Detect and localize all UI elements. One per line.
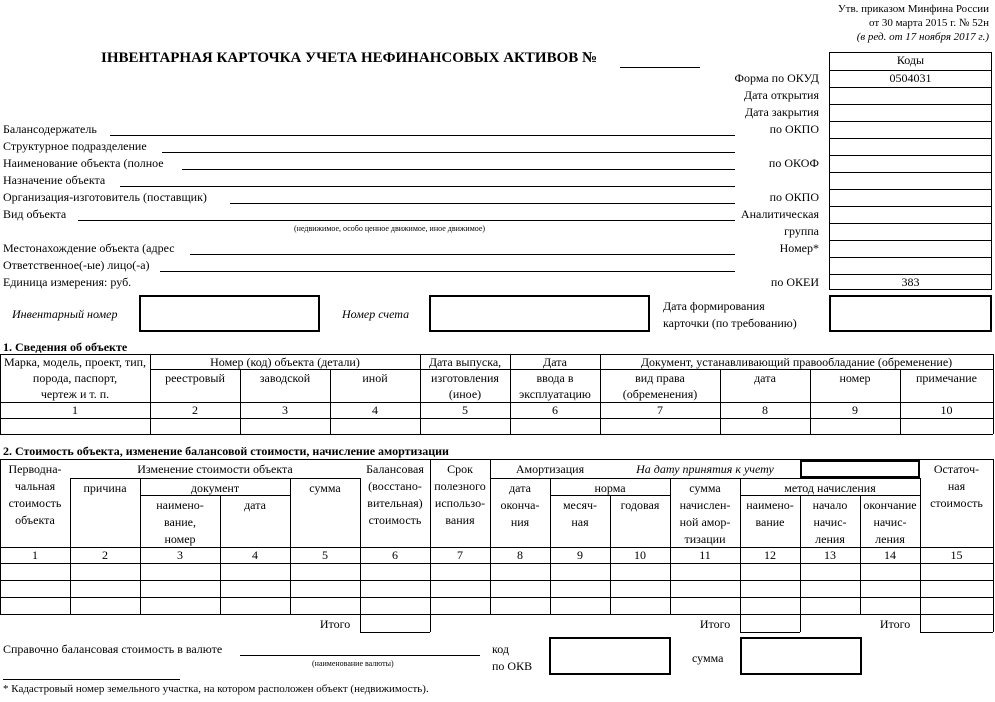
sec2-header-term: Срок: [447, 462, 473, 476]
holder-field[interactable]: [110, 135, 735, 136]
okud-value: 0504031: [889, 71, 932, 85]
sec2-col-number: 10: [634, 548, 646, 562]
sec1-header-release: Дата выпуска,: [428, 355, 502, 369]
sec1-header-number: Номер (код) объекта (детали): [210, 355, 360, 369]
sec2-header-document: документ: [190, 481, 240, 495]
okof-label: по ОКОФ: [768, 156, 819, 170]
sec2-header-annual: годовая: [620, 498, 660, 512]
sec2-total-line: [920, 614, 921, 632]
currency-hint: (наименование валюты): [312, 659, 394, 668]
sec1-header-num: номер: [839, 371, 871, 385]
sec1-col-number: 1: [72, 403, 78, 417]
sec2-col-number: 15: [950, 548, 963, 562]
sec1-header-date: дата: [754, 371, 776, 385]
sec2-header-term: вания: [445, 513, 475, 527]
sec2-total-line: [360, 614, 361, 632]
name-label: Наименование объекта (полное: [3, 156, 164, 170]
codes-row-line: [829, 189, 992, 190]
codes-row-line: [829, 274, 992, 275]
okei-value: 383: [901, 275, 920, 289]
sec2-col-line: [70, 478, 71, 615]
kind-field[interactable]: [78, 220, 735, 221]
sec2-header-enddate: ния: [510, 515, 530, 529]
sec2-header-docname: номер: [164, 532, 196, 546]
form-date-label-2: карточки (по требованию): [663, 316, 797, 330]
kind-label: Вид объекта: [3, 207, 67, 221]
sec1-header-right: (обременения): [622, 387, 698, 401]
analytic-label-2: группа: [784, 224, 819, 238]
sec2-col-number: 7: [457, 548, 463, 562]
sec2-header-residual: стоимость: [930, 496, 983, 510]
page-title: ІНВЕНТАРНАЯ КАРТОЧКА УЧЕТА НЕФИНАНСОВЫХ АКТИВОВ №: [101, 50, 598, 66]
codes-header: Коды: [896, 53, 925, 67]
sec1-col-number: 2: [192, 403, 198, 417]
sec1-header-factory: заводской: [259, 371, 311, 385]
codes-row-line: [829, 240, 992, 241]
sec2-header-sum: сумма: [309, 481, 341, 495]
sec2-header-mstart: начис-: [813, 515, 847, 529]
sec2-header-balance: стоимость: [368, 513, 422, 527]
sec2-header-docname: вание,: [163, 515, 196, 529]
sec2-header-accrued: начислен-: [679, 498, 731, 512]
sec1-col-number: 6: [552, 403, 558, 417]
okud-label: Форма по ОКУД: [734, 71, 819, 85]
sec2-subheader-line: [70, 478, 360, 479]
sec1-bottom-border: [0, 434, 993, 435]
sec2-header-residual: Остаточ-: [933, 462, 980, 476]
sec2-header-amort: Амортизация: [515, 462, 585, 476]
division-field[interactable]: [162, 152, 735, 153]
sec2-col-number: 4: [252, 548, 258, 562]
manufacturer-label: Организация-изготовитель (поставщик): [3, 190, 207, 204]
sec2-col-number: 2: [102, 548, 108, 562]
sec1-header-release: изготовления: [431, 371, 499, 385]
purpose-label: Назначение объекта: [3, 173, 106, 187]
sec1-col-number: 4: [372, 403, 378, 417]
manufacturer-field[interactable]: [230, 203, 735, 204]
sec2-header-initial: стоимость: [8, 496, 62, 510]
sec2-total-line: [920, 632, 993, 633]
sec1-col-number: 8: [762, 403, 768, 417]
sec2-header-mend: начис-: [873, 515, 907, 529]
sec2-header-accrued: тизации: [684, 532, 726, 546]
sec2-header-term: полезного: [434, 479, 486, 493]
approval-line-2: от 30 марта 2015 г. № 52н: [868, 17, 989, 29]
codes-row-line: [829, 172, 992, 173]
sec2-subheader-line: [490, 478, 920, 479]
sec2-header-accrued: сумма: [689, 481, 721, 495]
okei-label: по ОКЕИ: [770, 275, 819, 289]
section2-title: 2. Стоимость объекта, изменение балансовой стоимости, начисление амортизации: [3, 444, 449, 458]
sec2-col-line: [290, 478, 291, 615]
form-date-box[interactable]: [829, 295, 992, 332]
currency-field[interactable]: [240, 655, 480, 656]
sec1-header-brand: порода, паспорт,: [32, 371, 118, 385]
sec1-num-row-bottom: [0, 418, 993, 419]
sec1-header-release: (иное): [448, 387, 482, 401]
sec2-total-line: [993, 614, 994, 632]
responsible-label: Ответственное(-ые) лицо(-а): [3, 258, 150, 272]
analytic-label-1: Аналитическая: [740, 207, 819, 221]
number-label: Номер*: [779, 241, 819, 255]
sec2-col-number: 12: [764, 548, 776, 562]
sec1-col-number: 7: [657, 403, 663, 417]
sec2-header-initial: Перводна-: [8, 462, 62, 476]
sec2-header-mstart: начало: [812, 498, 848, 512]
sec2-total-line: [430, 614, 431, 632]
codes-row-line: [829, 206, 992, 207]
asof-date-box[interactable]: [800, 460, 920, 478]
okpo-label-2: по ОКПО: [769, 190, 819, 204]
sec2-header-monthly: месяч-: [562, 498, 598, 512]
footnote: * Кадастровый номер земельного участка, на котором расположен объект (недвижимость).: [3, 683, 429, 695]
sec2-header-mend: ления: [875, 532, 905, 546]
sec2-total-line: [360, 632, 430, 633]
sec2-col-number: 6: [392, 548, 398, 562]
name-field[interactable]: [182, 169, 735, 170]
sec2-row-line: [0, 614, 993, 615]
sec2-total-label: Итого: [319, 617, 351, 631]
division-label: Структурное подразделение: [3, 139, 147, 153]
sec1-header-commission: эксплуатацию: [519, 387, 591, 401]
section1-title: 1. Сведения об объекте: [3, 340, 128, 354]
sec2-total-label: Итого: [879, 617, 911, 631]
currency-sum-box[interactable]: [740, 637, 862, 675]
sec2-header-enddate: оконча-: [500, 498, 540, 512]
sec2-header-enddate: дата: [509, 481, 531, 495]
inv-number-label: Инвентарный номер: [12, 307, 118, 321]
sec1-header-right: вид права: [635, 371, 685, 385]
responsible-field[interactable]: [160, 271, 735, 272]
codes-row-line: [829, 155, 992, 156]
sec2-total-line: [800, 614, 801, 632]
sec2-header-monthly: ная: [571, 515, 589, 529]
codes-row-line: [829, 70, 992, 71]
sec1-header-note: примечание: [916, 371, 977, 385]
open-date-label: Дата открытия: [743, 88, 819, 102]
sec2-header-term: использо-: [434, 496, 486, 510]
sec2-header-initial: чальная: [14, 479, 56, 493]
form-date-label-1: Дата формирования: [663, 299, 765, 313]
sec1-header-reg: реестровый: [165, 371, 225, 385]
okpo-label-1: по ОКПО: [769, 122, 819, 136]
sec2-header-balance: вительная): [367, 496, 423, 510]
sec2-col-number: 14: [884, 548, 896, 562]
sec2-header-balance: (восстано-: [368, 479, 422, 493]
sec1-col-number: 3: [282, 403, 288, 417]
sec1-header-commission: Дата: [543, 355, 567, 369]
currency-label: Справочно балансовая стоимость в валюте: [3, 642, 223, 656]
sec2-col-number: 13: [824, 548, 836, 562]
sec2-header-norm: норма: [594, 481, 626, 495]
sec2-total-label: Итого: [699, 617, 731, 631]
sec2-header-initial: объекта: [15, 513, 55, 527]
footnote-divider: [3, 679, 180, 680]
sec1-header-other: иной: [362, 371, 388, 385]
sum-label: сумма: [692, 651, 724, 665]
sec2-col-number: 8: [517, 548, 523, 562]
account-number-box[interactable]: [429, 295, 650, 332]
sec1-col-number: 10: [940, 403, 953, 417]
kind-hint: (недвижимое, особо ценное движимое, иное движимое): [294, 224, 486, 233]
sec2-col-number: 3: [177, 548, 183, 562]
sec2-row-line: [0, 597, 993, 598]
codes-row-line: [829, 138, 992, 139]
codes-row-line: [829, 87, 992, 88]
sec1-header-brand: чертеж и т. п.: [40, 387, 110, 401]
unit-label: Единица измерения: руб.: [3, 275, 132, 289]
sec2-row-line: [0, 580, 993, 581]
sec2-col-number: 11: [699, 548, 711, 562]
sec2-header-accrued: ной амор-: [679, 515, 731, 529]
codes-row-line: [829, 121, 992, 122]
sec2-col-number: 9: [577, 548, 583, 562]
sec2-header-docdate: дата: [244, 498, 266, 512]
close-date-label: Дата закрытия: [744, 105, 819, 119]
title-number-field[interactable]: [620, 67, 700, 68]
codes-row-line: [829, 223, 992, 224]
purpose-field[interactable]: [120, 186, 735, 187]
holder-label: Балансодержатель: [3, 122, 97, 136]
sec2-header-residual: ная: [947, 479, 966, 493]
codes-row-line: [829, 104, 992, 105]
code-label-1: код: [492, 642, 509, 656]
sec2-header-mname: вание: [755, 515, 785, 529]
sec1-header-commission: ввода в: [536, 371, 574, 385]
sec2-header-asof: На дату принятия к учету: [636, 462, 774, 476]
sec2-header-mname: наимено-: [746, 498, 794, 512]
sec2-header-mstart: ления: [815, 532, 845, 546]
sec2-header-mend: окончание: [863, 498, 917, 512]
sec1-header-doc: Документ, устанавливающий правообладание (обременение): [640, 355, 953, 369]
approval-line-1: Утв. приказом Минфина России: [837, 3, 989, 15]
sec2-header-change: Изменение стоимости объекта: [137, 462, 293, 476]
location-field[interactable]: [190, 254, 735, 255]
okv-code-box[interactable]: [549, 637, 671, 675]
sec1-header-brand: Марка, модель, проект, тип,: [3, 355, 147, 369]
sec1-col-number: 9: [852, 403, 858, 417]
sec2-header-reason: причина: [83, 481, 127, 495]
approval-line-3: (в ред. от 17 ноября 2017 г.): [856, 31, 989, 43]
sec2-header-docname: наимено-: [156, 498, 204, 512]
sec2-num-row-bottom: [0, 563, 993, 564]
sec2-col-line: [993, 459, 994, 615]
sec2-col-number: 1: [32, 548, 38, 562]
location-label: Местонахождение объекта (адрес: [3, 241, 175, 255]
code-label-2: по ОКВ: [492, 659, 533, 673]
sec2-header-method: метод начисления: [784, 481, 876, 495]
sec1-col-line: [993, 354, 994, 434]
account-number-label: Номер счета: [342, 307, 410, 321]
sec2-col-number: 5: [322, 548, 328, 562]
codes-row-line: [829, 257, 992, 258]
sec2-total-line: [740, 632, 800, 633]
sec1-col-number: 5: [462, 403, 468, 417]
inv-number-box[interactable]: [139, 295, 320, 332]
sec2-header-balance: Балансовая: [366, 462, 424, 476]
sec2-total-line: [740, 614, 741, 632]
